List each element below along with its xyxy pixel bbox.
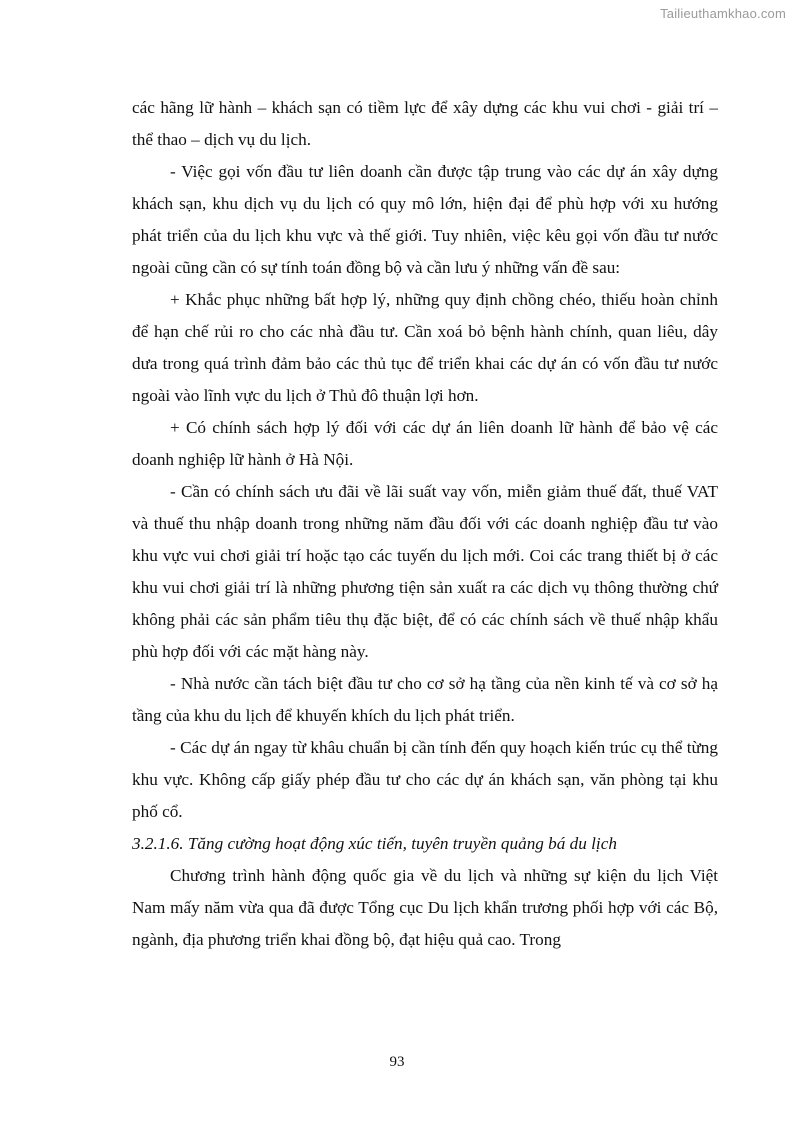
paragraph-overcome-irrationalities: + Khắc phục những bất hợp lý, những quy định chồng chéo, thiếu hoàn chỉnh để hạn chế rủi ro cho các nhà đầu tư. Cần xoá bỏ bệnh hành chính, quan liêu, dây dưa trong quá trình đảm bảo các thủ tục để triển khai các dự án có vốn đầu tư nước ngoài vào lĩnh vực du lịch ở Thủ đô thuận lợi hơn. <box>132 290 718 405</box>
paragraph-infrastructure-separation: - Nhà nước cần tách biệt đầu tư cho cơ sở hạ tầng của nền kinh tế và cơ sở hạ tầng của khu du lịch để khuyến khích du lịch phát triển. <box>132 674 718 725</box>
paragraph-incentive-policy: - Cần có chính sách ưu đãi về lãi suất vay vốn, miễn giảm thuế đất, thuế VAT và thuế thu nhập doanh trong những năm đầu đối với các doanh nghiệp đầu tư vào khu vực vui chơi giải trí hoặc tạo các tuyến du lịch mới. Coi các trang thiết bị ở các khu vui chơi giải trí là những phương tiện sản xuất ra các dịch vụ thông thường chứ không phải các sản phẩm tiêu thụ đặc biệt, để có các chính sách về thuế nhập khẩu phù hợp đối với các mặt hàng này. <box>132 482 718 661</box>
page-number: 93 <box>389 1054 405 1070</box>
paragraph-continuation: các hãng lữ hành – khách sạn có tiềm lực để xây dựng các khu vui chơi - giải trí – thể thao – dịch vụ du lịch. <box>132 98 718 149</box>
paragraph-project-planning: - Các dự án ngay từ khâu chuẩn bị cần tính đến quy hoạch kiến trúc cụ thể từng khu vực. Không cấp giấy phép đầu tư cho các dự án khách sạn, văn phòng tại khu phố cổ. <box>132 738 718 821</box>
document-body <box>132 92 718 956</box>
paragraph-joint-venture-policy: + Có chính sách hợp lý đối với các dự án liên doanh lữ hành để bảo vệ các doanh nghiệp lữ hành ở Hà Nội. <box>132 418 718 469</box>
paragraph-investment-call: - Việc gọi vốn đầu tư liên doanh cần được tập trung vào các dự án xây dựng khách sạn, khu dịch vụ du lịch có quy mô lớn, hiện đại để phù hợp với xu hướng phát triển của du lịch khu vực và thế giới. Tuy nhiên, việc kêu gọi vốn đầu tư nước ngoài cũng cần có sự tính toán đồng bộ và cần lưu ý những vấn đề sau: <box>132 162 718 277</box>
paragraph-national-program: Chương trình hành động quốc gia về du lịch và những sự kiện du lịch Việt Nam mấy năm vừa qua đã được Tổng cục Du lịch khẩn trương phối hợp với các Bộ, ngành, địa phương triển khai đồng bộ, đạt hiệu quả cao. Trong <box>132 866 718 949</box>
section-heading: 3.2.1.6. Tăng cường hoạt động xúc tiến, tuyên truyền quảng bá du lịch <box>132 834 617 853</box>
watermark-text: Tailieuthamkhao.com <box>660 6 786 21</box>
